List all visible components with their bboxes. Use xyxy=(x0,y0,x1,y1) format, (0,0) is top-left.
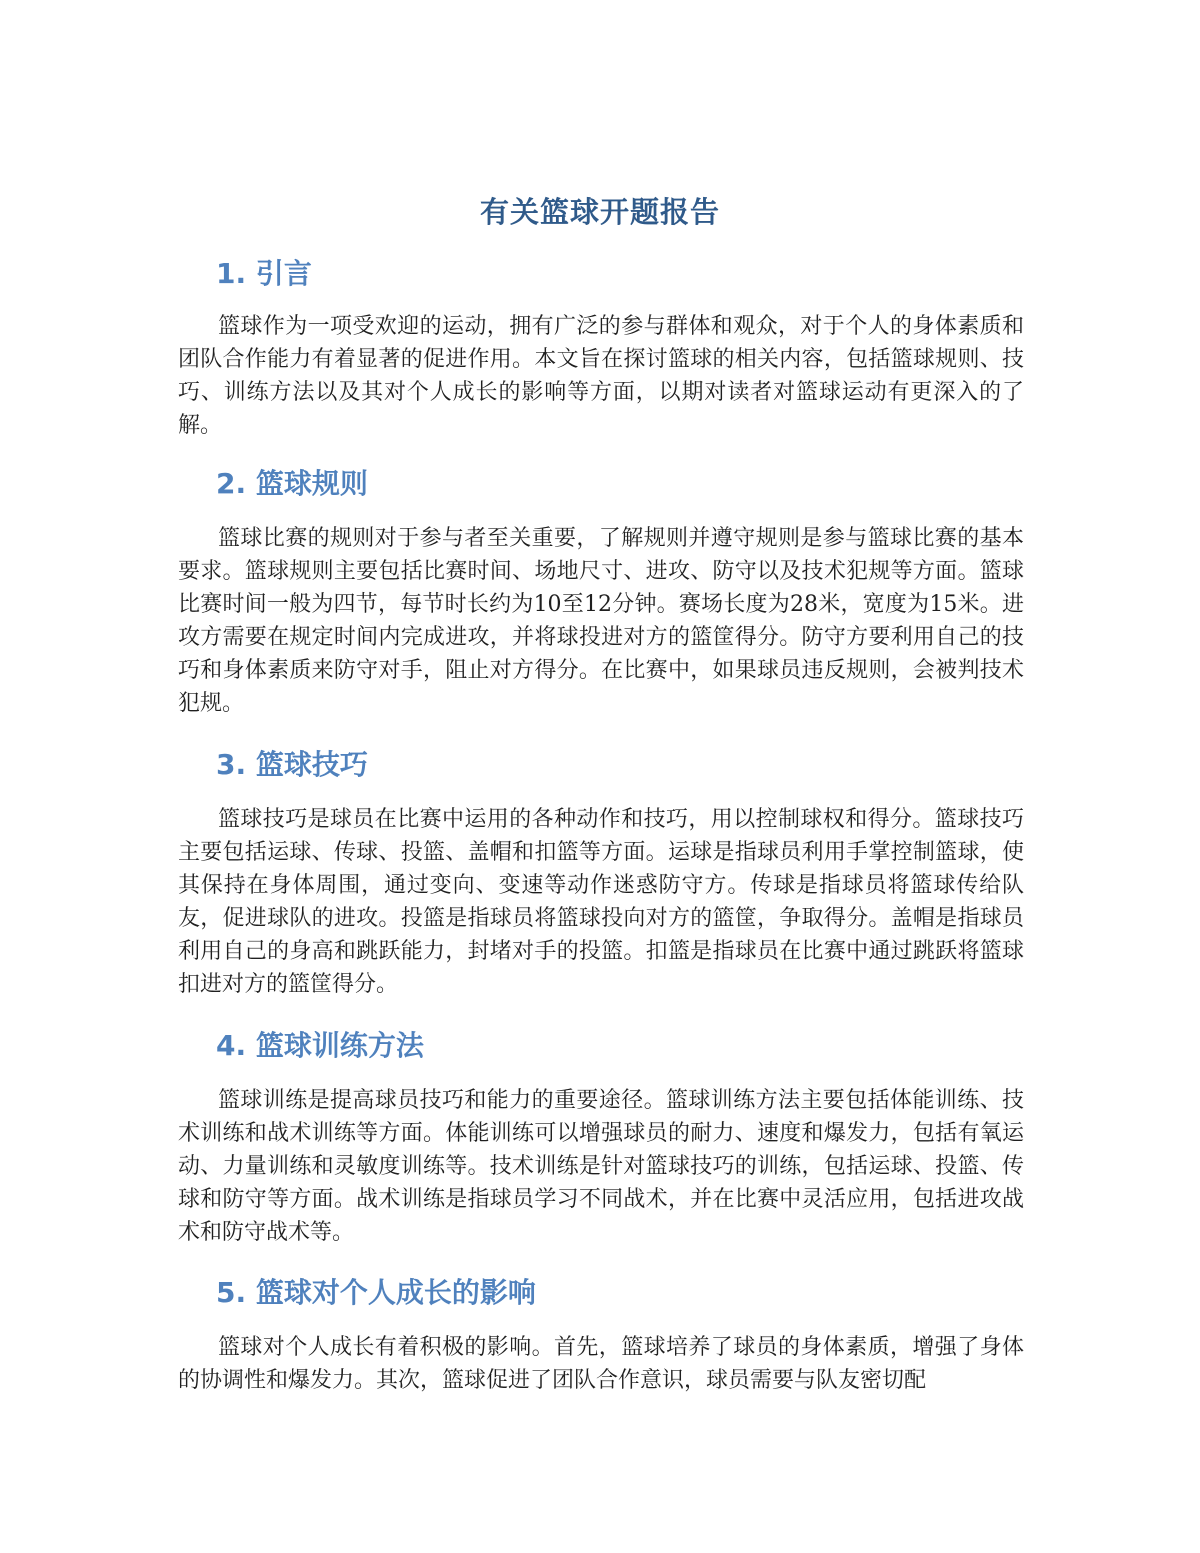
section-paragraph: 篮球训练是提高球员技巧和能力的重要途径。篮球训练方法主要包括体能训练、技术训练和战术训练等方面。体能训练可以增强球员的耐力、速度和爆发力，包括有氧运动、力量训练和灵敏度训练等。技术训练是针对篮球技巧的训练，包括运球、投篮、传球和防守等方面。战术训练是指球员学习不同战术，并在比赛中灵活应用，包括进攻战术和防守战术等。 xyxy=(178,1088,1024,1245)
section-paragraph: 篮球作为一项受欢迎的运动，拥有广泛的参与群体和观众，对于个人的身体素质和团队合作能力有着显著的促进作用。本文旨在探讨篮球的相关内容，包括篮球规则、技巧、训练方法以及其对个人成长的影响等方面，以期对读者对篮球运动有更深入的了解。 xyxy=(178,314,1024,438)
document-title: 有关篮球开题报告 xyxy=(479,195,720,229)
section-paragraph: 篮球对个人成长有着积极的影响。首先，篮球培养了球员的身体素质，增强了身体的协调性和爆发力。其次，篮球促进了团队合作意识，球员需要与队友密切配 xyxy=(178,1335,1024,1393)
section-heading: 2. 篮球规则 xyxy=(216,467,368,500)
section-training xyxy=(178,1026,1024,1249)
section-paragraph: 篮球技巧是球员在比赛中运用的各种动作和技巧，用以控制球权和得分。篮球技巧主要包括运球、传球、投篮、盖帽和扣篮等方面。运球是指球员利用手掌控制篮球，使其保持在身体周围，通过变向、变速等动作迷惑防守方。传球是指球员将篮球传给队友，促进球队的进攻。投篮是指球员将篮球投向对方的篮筐，争取得分。盖帽是指球员利用自己的身高和跳跃能力，封堵对手的投篮。扣篮是指球员在比赛中通过跳跃将篮球扣进对方的篮筐得分。 xyxy=(178,807,1024,997)
section-personal-growth xyxy=(178,1273,1024,1397)
section-introduction xyxy=(178,254,1024,442)
section-rules xyxy=(178,464,1024,720)
section-paragraph: 篮球比赛的规则对于参与者至关重要，了解规则并遵守规则是参与篮球比赛的基本要求。篮球规则主要包括比赛时间、场地尺寸、进攻、防守以及技术犯规等方面。篮球比赛时间一般为四节，每节时长约为10至12分钟。赛场长度为28米，宽度为15米。进攻方需要在规定时间内完成进攻，并将球投进对方的篮筐得分。防守方要利用自己的技巧和身体素质来防守对手，阻止对方得分。在比赛中，如果球员违反规则，会被判技术犯规。 xyxy=(178,526,1024,716)
section-heading: 1. 引言 xyxy=(216,257,312,290)
section-heading: 5. 篮球对个人成长的影响 xyxy=(216,1276,536,1309)
section-heading: 4. 篮球训练方法 xyxy=(216,1029,424,1062)
section-heading: 3. 篮球技巧 xyxy=(216,748,368,781)
section-skills xyxy=(178,745,1024,1001)
